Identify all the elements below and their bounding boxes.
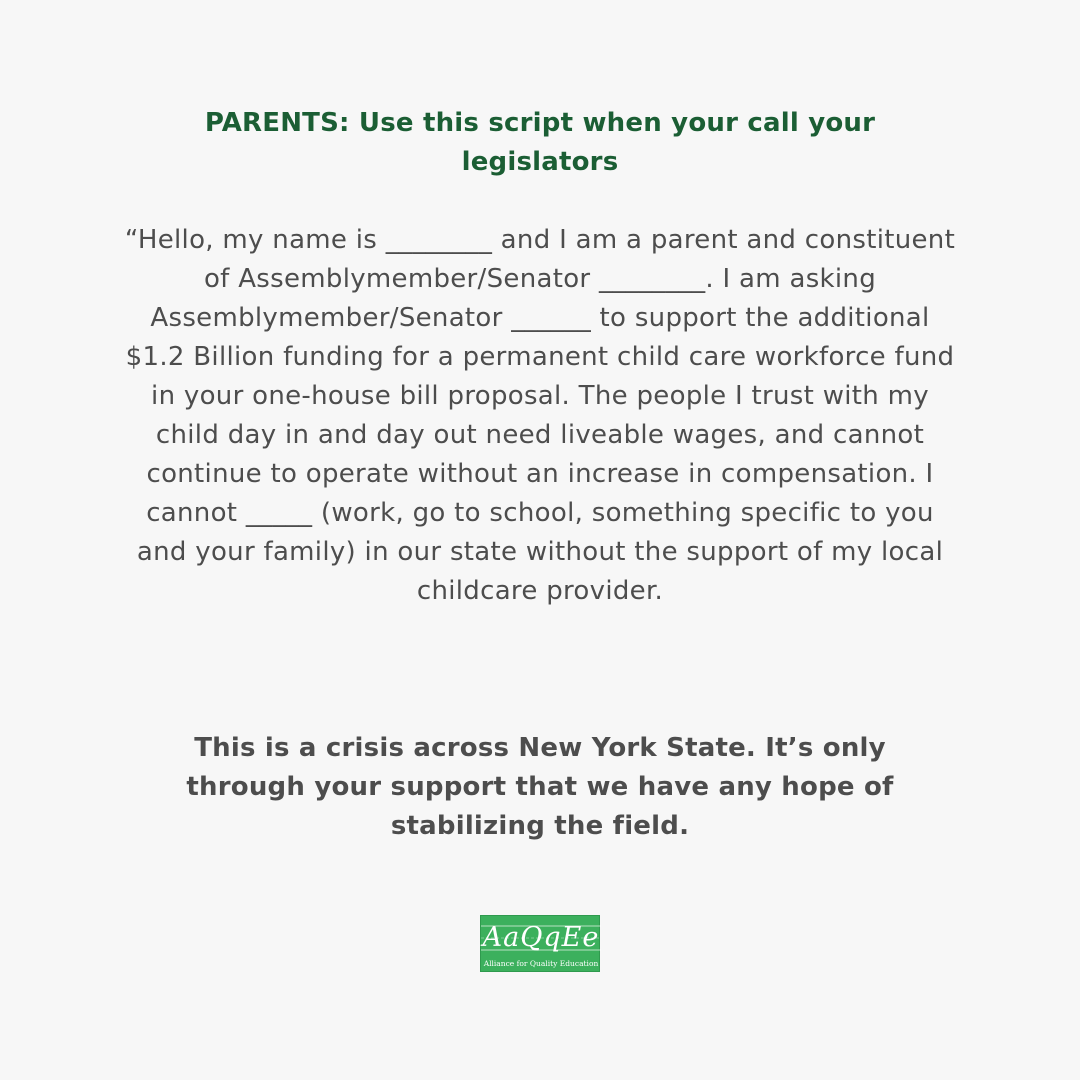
logo-mark: AaQqEe [482, 922, 600, 953]
page-title: PARENTS: Use this script when your call your legislators [204, 108, 876, 177]
aqe-logo [480, 915, 600, 972]
closing-statement: This is a crisis across New York State. It’s only through your support that we have any hope of stabilizing the field. [186, 733, 894, 841]
call-script-text: “Hello, my name is ________ and I am a parent and constituent of Assemblymember/Senator ________. I am asking Assemblymember/Senator ______ to support the additional $1.2 Billion funding for a permanent child care workforce fund in your one-house bill proposal. The people I trust with my child day in and day out need liveable wages, and cannot continue to operate without an increase in compensation. I cannot _____ (work, go to school, something specific to you and your family) in our state without the support of my local childcare provider. [124, 225, 956, 606]
logo-caption: Alliance for Quality Education [483, 959, 599, 968]
